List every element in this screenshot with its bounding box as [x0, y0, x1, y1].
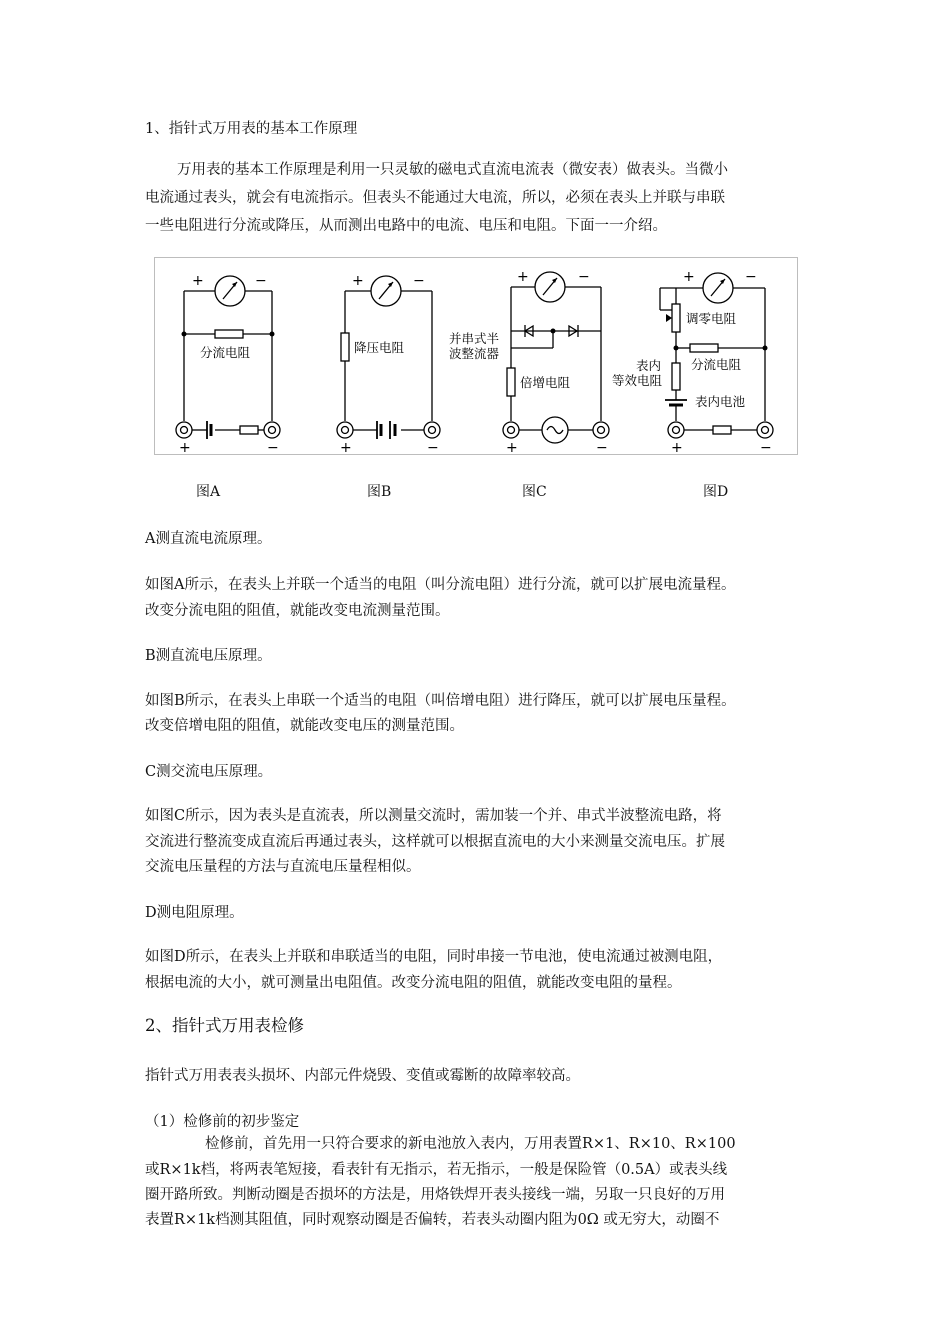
paragraph-line: 如图D所示，在表头上并联和串联适当的电阻，同时串接一节电池，使电流通过被测电阻，: [145, 949, 723, 965]
minus-label: −: [267, 440, 279, 454]
caption-a: 图A: [196, 484, 221, 500]
repair-subheading: （1）检修前的初步鉴定: [145, 1114, 300, 1130]
paragraph-line: 改变分流电阻的阻值，就能改变电流测量范围。: [145, 603, 450, 619]
caption-c: 图C: [522, 484, 547, 500]
minus-label: −: [413, 273, 425, 289]
paragraph-line: 改变倍增电阻的阻值，就能改变电压的测量范围。: [145, 718, 464, 734]
circuit-a: [176, 291, 280, 439]
repair-line: 表置R×1k档测其阻值，同时观察动圈是否偏转，若表头动圈内阻为0Ω 或无穷大，动圈不: [145, 1212, 720, 1228]
minus-label: −: [427, 440, 439, 454]
paragraph-title-d: D测电阻原理。: [145, 905, 244, 921]
paragraph-line: 如图B所示，在表头上串联一个适当的电阻（叫倍增电阻）进行降压，就可以扩展电压量程。: [145, 693, 736, 709]
minus-label: −: [596, 440, 608, 454]
circuit-b: [337, 291, 440, 439]
repair-line: 或R×1k档，将两表笔短接，看表针有无指示，若无指示，一般是保险管（0.5A）或表头线: [145, 1162, 728, 1178]
paragraph-line: 根据电流的大小，就可测量出电阻值。改变分流电阻的阻值，就能改变电阻的量程。: [145, 975, 682, 991]
circuit-figure: [154, 257, 798, 455]
paragraph-title-a: A测直流电流原理。: [145, 531, 272, 547]
inner-resistor-label-d-1: 表内: [636, 358, 662, 373]
inner-resistor-label-d-2: 等效电阻: [612, 373, 663, 388]
intro-line: 电流通过表头，就会有电流指示。但表头不能通过大电流，所以，必须在表头上并联与串联: [145, 190, 725, 206]
rectifier-label-c-1: 并串式半: [449, 331, 500, 346]
intro-line: 一些电阻进行分流或降压，从而测出电路中的电流、电压和电阻。下面一一介绍。: [145, 218, 667, 234]
paragraph-line: 交流进行整流变成直流后再通过表头，这样就可以根据直流电的大小来测量交流电压。扩展: [145, 834, 725, 850]
repair-line: 圈开路所致。判断动圈是否损坏的方法是，用烙铁焊开表头接线一端，另取一只良好的万用: [145, 1187, 725, 1203]
caption-d: 图D: [703, 484, 729, 500]
drop-resistor-label-b: 降压电阻: [354, 340, 405, 355]
plus-label: +: [192, 273, 204, 289]
caption-b: 图B: [367, 484, 392, 500]
zero-resistor-label-d: 调零电阻: [686, 311, 737, 326]
shunt-resistor-label-d: 分流电阻: [691, 357, 742, 372]
plus-label: +: [352, 273, 364, 289]
paragraph-title-c: C测交流电压原理。: [145, 764, 273, 780]
repair-intro: 指针式万用表表头损坏、内部元件烧毁、变值或霉断的故障率较高。: [145, 1068, 580, 1084]
minus-label: −: [745, 269, 757, 285]
plus-label: +: [340, 440, 352, 454]
battery-label-d: 表内电池: [695, 394, 746, 409]
paragraph-line: 如图A所示，在表头上并联一个适当的电阻（叫分流电阻）进行分流，就可以扩展电流量程。: [145, 577, 736, 593]
section-2-heading: 2、指针式万用表检修: [145, 1016, 304, 1035]
circuit-diagrams: [155, 258, 797, 454]
repair-line: 检修前，首先用一只符合要求的新电池放入表内，万用表置R×1、R×10、R×100: [205, 1136, 736, 1152]
plus-label: +: [506, 440, 518, 454]
plus-label: +: [179, 440, 191, 454]
section-1-heading: 1、指针式万用表的基本工作原理: [145, 121, 358, 137]
paragraph-line: 如图C所示，因为表头是直流表，所以测量交流时，需加装一个并、串式半波整流电路，将: [145, 808, 722, 824]
minus-label: −: [578, 269, 590, 285]
intro-line: 万用表的基本工作原理是利用一只灵敏的磁电式直流电流表（微安表）做表头。当微小: [177, 162, 728, 178]
minus-label: −: [760, 440, 772, 454]
circuit-c: [503, 287, 609, 443]
paragraph-line: 交流电压量程的方法与直流电压量程相似。: [145, 859, 421, 875]
rectifier-label-c-2: 波整流器: [449, 346, 500, 361]
plus-label: +: [683, 269, 695, 285]
multiplier-label-c: 倍增电阻: [520, 375, 571, 390]
paragraph-title-b: B测直流电压原理。: [145, 648, 272, 664]
shunt-resistor-label-a: 分流电阻: [200, 345, 251, 360]
plus-label: +: [671, 440, 683, 454]
minus-label: −: [255, 273, 267, 289]
plus-label: +: [517, 269, 529, 285]
